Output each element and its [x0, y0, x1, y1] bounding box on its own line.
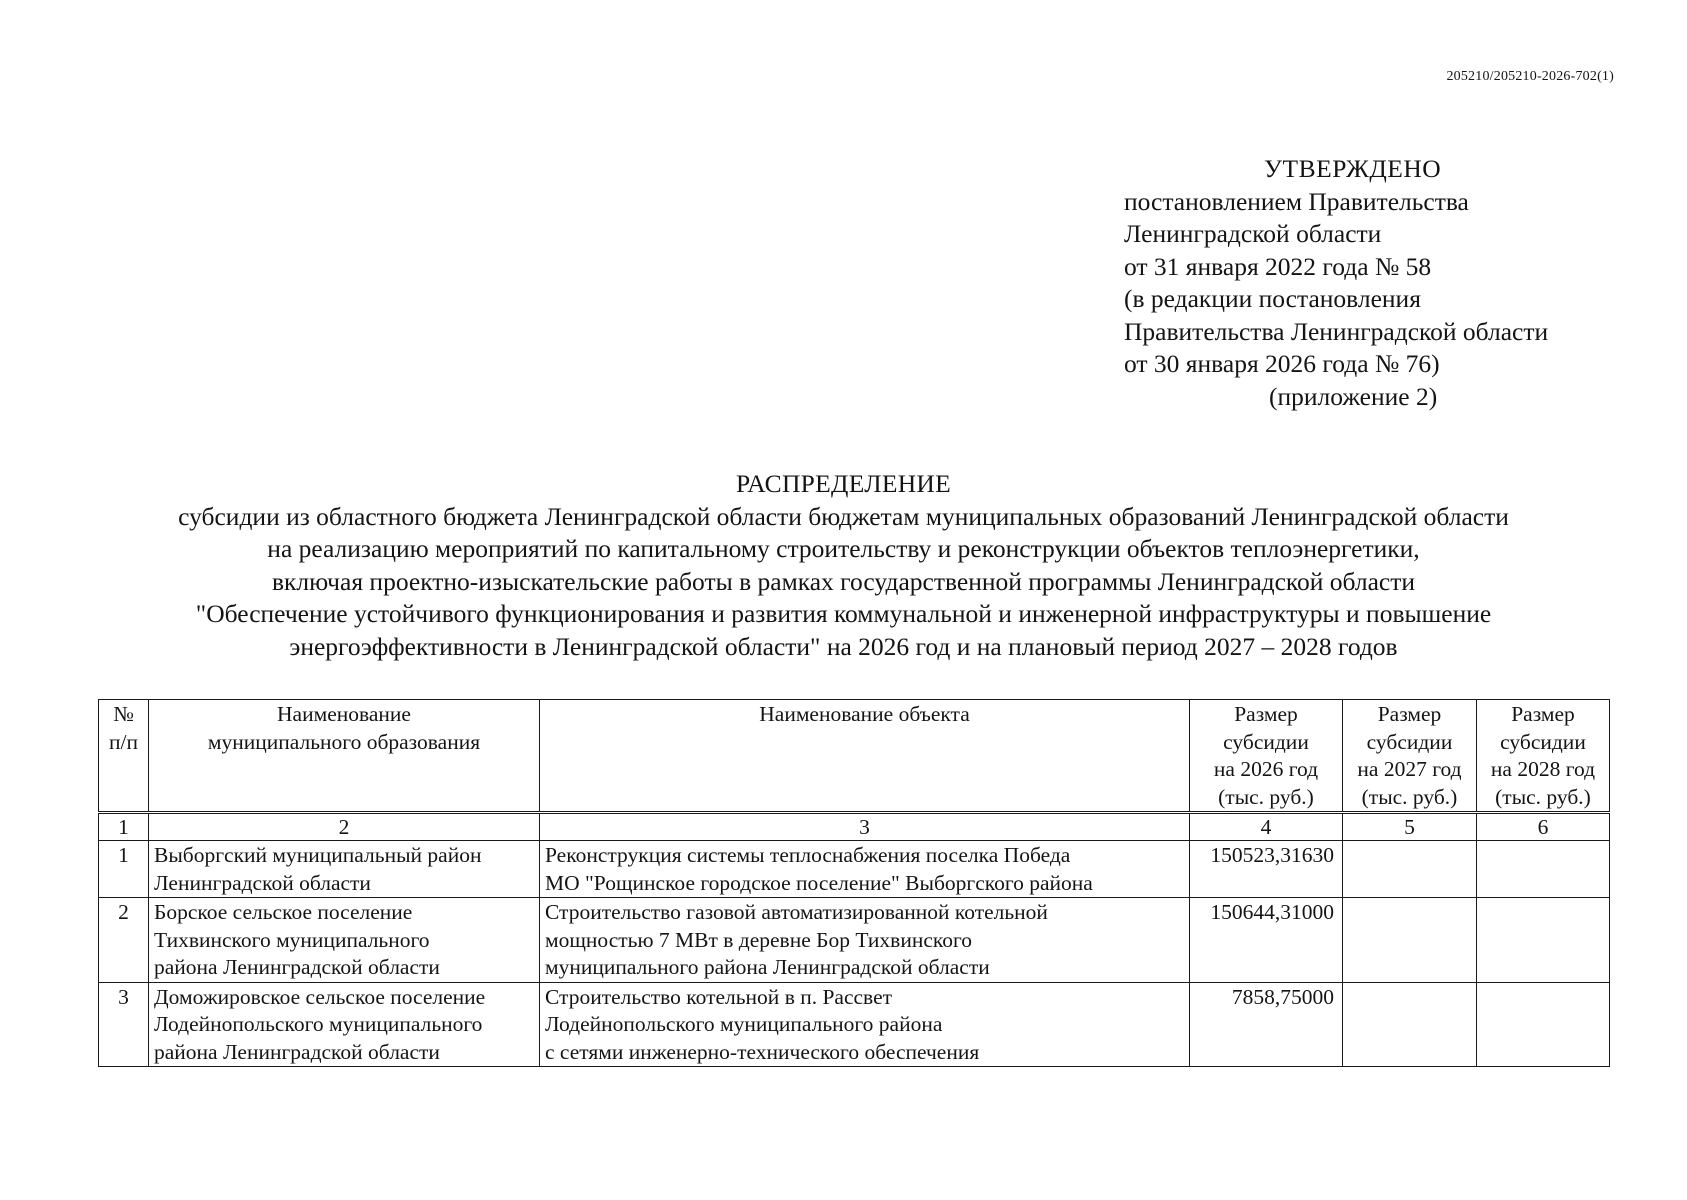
heading-line: включая проектно-изыскательские работы в рамках государственной программы Ленинградской области	[271, 566, 1416, 596]
document-code: 205210/205210-2026-702(1)	[1446, 69, 1614, 84]
column-number: 2	[149, 813, 540, 841]
municipality-cell: Борское сельское поселение Тихвинского муниципального района Ленинградской области	[149, 898, 540, 983]
object-cell: Строительство котельной в п. Рассвет Лодейнопольского муниципального района с сетями инженерно-технического обеспечения	[540, 982, 1190, 1067]
heading-line: энергоэффективности в Ленинградской области" на 2026 год и на плановый период 2027 – 2028 годов	[289, 631, 1398, 661]
table-row	[99, 898, 1610, 983]
column-number: 5	[1343, 813, 1477, 841]
column-number: 1	[99, 813, 149, 841]
municipality-cell: Доможировское сельское поселение Лодейнопольского муниципального района Ленинградской области	[149, 982, 540, 1067]
subsidy-2026-cell: 7858,75000	[1190, 982, 1343, 1067]
approval-line: от 31 января 2022 года № 58	[1124, 251, 1432, 281]
approval-line: (в редакции постановления	[1124, 284, 1421, 313]
approval-line: Ленинградской области	[1124, 219, 1382, 248]
row-number: 2	[99, 898, 149, 983]
column-number: 3	[540, 813, 1190, 841]
table-row	[99, 982, 1610, 1067]
approval-stamp	[1124, 153, 1624, 413]
municipality-cell: Выборгский муниципальный район Ленинградской области	[149, 841, 540, 898]
subsidy-2027-cell	[1343, 982, 1477, 1067]
subsidy-2027-cell	[1343, 841, 1477, 898]
heading-line: на реализацию мероприятий по капитальному строительству и реконструкции объектов теплоэнергетики,	[267, 534, 1420, 563]
heading-line: "Обеспечение устойчивого функционирования и развития коммунальной и инженерной инфраструктуры и повышение	[195, 599, 1492, 628]
heading-title: РАСПРЕДЕЛЕНИЕ	[735, 469, 952, 498]
subsidy-table	[98, 699, 1610, 1067]
subsidy-2026-cell: 150644,31000	[1190, 898, 1343, 983]
header-subsidy-2028: Размер субсидии на 2028 год (тыс. руб.)	[1477, 700, 1610, 813]
subsidy-2028-cell	[1477, 841, 1610, 898]
row-number: 3	[99, 982, 149, 1067]
heading-line: субсидии из областного бюджета Ленинградской области бюджетам муниципальных образований Ленинградской области	[178, 501, 1509, 531]
approval-line: Правительства Ленинградской области	[1124, 316, 1549, 346]
column-number-row	[99, 813, 1610, 841]
object-cell: Строительство газовой автоматизированной котельной мощностью 7 МВт в деревне Бор Тихвинского муниципального района Ленинградской области	[540, 898, 1190, 983]
approval-line: постановлением Правительства	[1124, 186, 1469, 216]
subsidy-2028-cell	[1477, 898, 1610, 983]
approval-annex: (приложение 2)	[1269, 381, 1438, 411]
table-row	[99, 841, 1610, 898]
header-municipality: Наименование муниципального образования	[149, 700, 540, 813]
subsidy-2027-cell	[1343, 898, 1477, 983]
object-cell: Реконструкция системы теплоснабжения поселка Победа МО "Рощинское городское поселение" Выборгского района	[540, 841, 1190, 898]
approval-line: от 30 января 2026 года № 76)	[1124, 349, 1440, 378]
header-number: № п/п	[99, 700, 149, 813]
subsidy-2028-cell	[1477, 982, 1610, 1067]
row-number: 1	[99, 841, 149, 898]
subsidy-2026-cell: 150523,31630	[1190, 841, 1343, 898]
table-header-row	[99, 700, 1610, 813]
header-subsidy-2027: Размер субсидии на 2027 год (тыс. руб.)	[1343, 700, 1477, 813]
column-number: 6	[1477, 813, 1610, 841]
approval-title: УТВЕРЖДЕНО	[1264, 154, 1442, 183]
document-heading	[0, 468, 1687, 663]
header-object: Наименование объекта	[540, 700, 1190, 813]
header-subsidy-2026: Размер субсидии на 2026 год (тыс. руб.)	[1190, 700, 1343, 813]
column-number: 4	[1190, 813, 1343, 841]
